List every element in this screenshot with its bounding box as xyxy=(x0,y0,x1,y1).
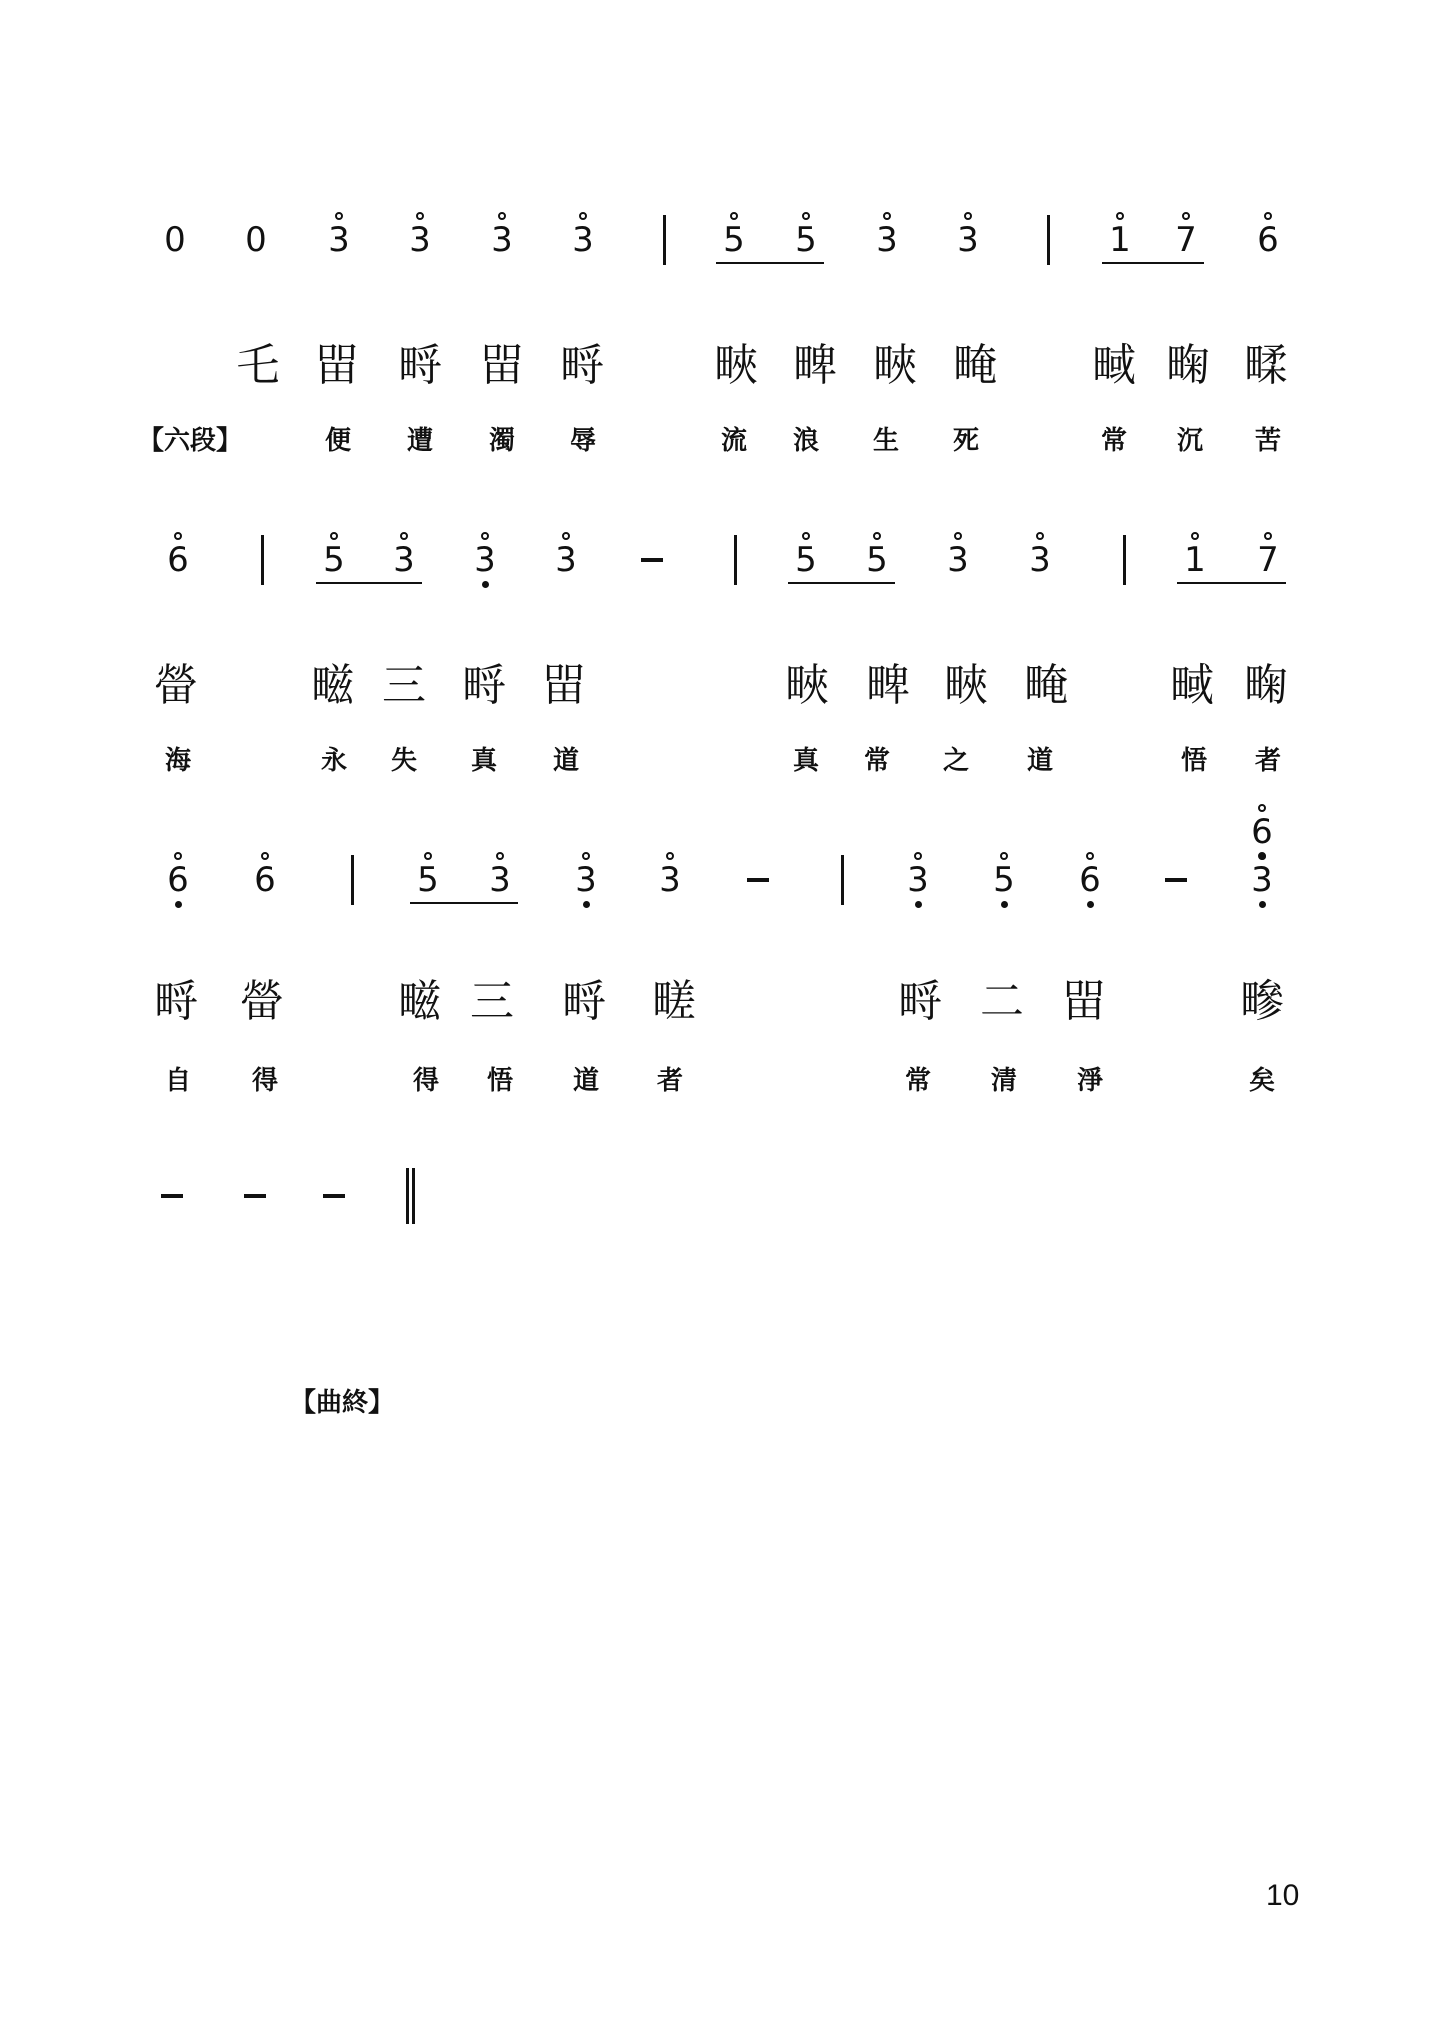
lyric-char: 常 xyxy=(904,1066,931,1096)
lyric-char: 道 xyxy=(572,1066,599,1096)
guqin-tablature-char: 㽞 xyxy=(542,660,586,711)
high-octave-dot xyxy=(964,212,972,220)
high-octave-dot xyxy=(1191,532,1199,540)
guqin-tablature-char: 㽠 xyxy=(944,660,988,711)
sustain-dash xyxy=(747,878,769,882)
bar-line xyxy=(351,855,354,905)
high-octave-dot xyxy=(562,532,570,540)
lyric-char: 流 xyxy=(720,426,747,456)
jianpu-note: 3 xyxy=(948,220,988,260)
sustain-dash xyxy=(641,558,663,562)
high-octave-dot xyxy=(416,212,424,220)
guqin-tablature-char: 三 xyxy=(470,976,514,1027)
lyric-char: 淨 xyxy=(1076,1066,1103,1096)
lyric-char: 自 xyxy=(164,1066,191,1096)
low-octave-dot xyxy=(1087,901,1094,908)
guqin-tablature-char: 㽠 xyxy=(714,340,758,391)
jianpu-note: 7 xyxy=(1166,220,1206,260)
guqin-tablature-char: 㽠 xyxy=(873,340,917,391)
high-octave-dot xyxy=(1000,852,1008,860)
beat-underline xyxy=(1102,262,1204,264)
jianpu-note: 3 xyxy=(566,860,606,900)
high-octave-dot xyxy=(1264,212,1272,220)
low-octave-dot xyxy=(1259,901,1266,908)
high-octave-dot xyxy=(802,532,810,540)
bar-line xyxy=(663,215,666,265)
jianpu-note: 5 xyxy=(786,540,826,580)
guqin-tablature-char: 二 xyxy=(980,976,1024,1027)
high-octave-dot xyxy=(579,212,587,220)
lyric-char: 失 xyxy=(390,746,417,776)
guqin-tablature-char: 㽧 xyxy=(398,976,442,1027)
bar-line xyxy=(1047,215,1050,265)
guqin-tablature-char: 㽧 xyxy=(311,660,355,711)
guqin-tablature-char: 㽨 xyxy=(652,976,696,1027)
guqin-tablature-char: 㽟 xyxy=(562,976,606,1027)
lyric-char: 道 xyxy=(1026,746,1053,776)
lyric-char: 之 xyxy=(942,746,969,776)
lyric-char: 遭 xyxy=(406,426,433,456)
guqin-tablature-char: 㽞 xyxy=(315,340,359,391)
guqin-tablature-char: 㽢 xyxy=(953,340,997,391)
guqin-tablature-char: 㽡 xyxy=(793,340,837,391)
lyric-char: 沉 xyxy=(1176,426,1203,456)
high-octave-dot xyxy=(174,532,182,540)
guqin-tablature-char: 㽞 xyxy=(1062,976,1106,1027)
high-octave-dot xyxy=(730,212,738,220)
sustain-dash xyxy=(323,1194,345,1198)
lyric-char: 者 xyxy=(1254,746,1281,776)
lyric-char: 海 xyxy=(164,746,191,776)
section-label: 【六段】 xyxy=(138,426,243,456)
lyric-char: 道 xyxy=(552,746,579,776)
guqin-tablature-char: 㽦 xyxy=(240,976,284,1027)
lyric-char: 死 xyxy=(952,426,979,456)
jianpu-note: 3 xyxy=(480,860,520,900)
jianpu-note: 5 xyxy=(408,860,448,900)
sustain-dash xyxy=(161,1194,183,1198)
high-octave-dot xyxy=(1036,532,1044,540)
high-octave-dot xyxy=(802,212,810,220)
guqin-tablature-char: 㽥 xyxy=(1244,340,1288,391)
guqin-tablature-char: 㽩 xyxy=(1240,976,1284,1027)
jianpu-note: 3 xyxy=(898,860,938,900)
guqin-tablature-char: 㽢 xyxy=(1024,660,1068,711)
jianpu-note: 5 xyxy=(786,220,826,260)
guqin-tablature-char: 㽤 xyxy=(1244,660,1288,711)
bar-line xyxy=(261,535,264,585)
beat-underline xyxy=(788,582,895,584)
high-octave-dot xyxy=(1258,804,1266,812)
guqin-tablature-char: 㽤 xyxy=(1166,340,1210,391)
jianpu-note: 3 xyxy=(867,220,907,260)
jianpu-note: 6 xyxy=(1248,220,1288,260)
jianpu-note: 5 xyxy=(857,540,897,580)
lyric-char: 真 xyxy=(792,746,819,776)
lyric-char: 永 xyxy=(320,746,347,776)
guqin-tablature-char: 㽞 xyxy=(480,340,524,391)
high-octave-dot xyxy=(424,852,432,860)
lyric-char: 苦 xyxy=(1254,426,1281,456)
guqin-tablature-char: 㽟 xyxy=(462,660,506,711)
high-octave-dot xyxy=(873,532,881,540)
jianpu-note: 3 xyxy=(1020,540,1060,580)
bar-line xyxy=(1123,535,1126,585)
jianpu-note: 5 xyxy=(984,860,1024,900)
jianpu-note: 7 xyxy=(1248,540,1288,580)
beat-underline xyxy=(1177,582,1286,584)
bar-line xyxy=(734,535,737,585)
lyric-char: 常 xyxy=(863,746,890,776)
jianpu-note: 1 xyxy=(1175,540,1215,580)
guqin-tablature-char: 乇 xyxy=(236,340,280,391)
lyric-char: 真 xyxy=(470,746,497,776)
high-octave-dot xyxy=(335,212,343,220)
jianpu-note: 3 xyxy=(384,540,424,580)
lyric-char: 得 xyxy=(412,1066,439,1096)
low-octave-dot xyxy=(915,901,922,908)
high-octave-dot xyxy=(481,532,489,540)
jianpu-note: 6 xyxy=(1070,860,1110,900)
final-bar-line xyxy=(412,1168,415,1224)
low-octave-dot xyxy=(175,901,182,908)
high-octave-dot xyxy=(1116,212,1124,220)
chord-note-lower: 3 xyxy=(1242,860,1282,900)
guqin-tablature-char: 㽦 xyxy=(154,660,198,711)
jianpu-note: 3 xyxy=(650,860,690,900)
lyric-char: 濁 xyxy=(488,426,515,456)
lyric-char: 清 xyxy=(990,1066,1017,1096)
jianpu-note: 5 xyxy=(314,540,354,580)
high-octave-dot xyxy=(1264,532,1272,540)
jianpu-note: 3 xyxy=(400,220,440,260)
high-octave-dot xyxy=(330,532,338,540)
beat-underline xyxy=(316,582,422,584)
low-octave-dot xyxy=(583,901,590,908)
high-octave-dot xyxy=(883,212,891,220)
final-bar-line xyxy=(406,1168,409,1224)
beat-underline xyxy=(716,262,824,264)
lyric-char: 常 xyxy=(1100,426,1127,456)
guqin-tablature-char: 三 xyxy=(382,660,426,711)
low-octave-dot xyxy=(482,581,489,588)
jianpu-note: 6 xyxy=(245,860,285,900)
high-octave-dot xyxy=(400,532,408,540)
lyric-char: 得 xyxy=(251,1066,278,1096)
sustain-dash xyxy=(1165,878,1187,882)
guqin-tablature-char: 㽟 xyxy=(398,340,442,391)
lyric-char: 悟 xyxy=(486,1066,513,1096)
chord-note-upper: 6 xyxy=(1242,812,1282,852)
lyric-char: 浪 xyxy=(792,426,819,456)
jianpu-note: 0 xyxy=(164,220,186,260)
jianpu-note: 3 xyxy=(563,220,603,260)
high-octave-dot xyxy=(1258,852,1266,860)
lyric-char: 者 xyxy=(656,1066,683,1096)
high-octave-dot xyxy=(1086,852,1094,860)
lyric-char: 生 xyxy=(872,426,899,456)
guqin-tablature-char: 㽣 xyxy=(1170,660,1214,711)
guqin-tablature-char: 㽠 xyxy=(785,660,829,711)
lyric-char: 悟 xyxy=(1180,746,1207,776)
jianpu-note: 1 xyxy=(1100,220,1140,260)
guqin-tablature-char: 㽟 xyxy=(898,976,942,1027)
guqin-tablature-char: 㽣 xyxy=(1092,340,1136,391)
beat-underline xyxy=(410,902,518,904)
high-octave-dot xyxy=(582,852,590,860)
end-label: 【曲終】 xyxy=(290,1388,395,1418)
jianpu-note: 3 xyxy=(465,540,505,580)
high-octave-dot xyxy=(666,852,674,860)
jianpu-note: 5 xyxy=(714,220,754,260)
sustain-dash xyxy=(244,1194,266,1198)
jianpu-note: 0 xyxy=(245,220,267,260)
jianpu-note: 3 xyxy=(546,540,586,580)
high-octave-dot xyxy=(174,852,182,860)
lyric-char: 矣 xyxy=(1248,1066,1275,1096)
high-octave-dot xyxy=(261,852,269,860)
high-octave-dot xyxy=(496,852,504,860)
guqin-tablature-char: 㽟 xyxy=(560,340,604,391)
bar-line xyxy=(841,855,844,905)
guqin-tablature-char: 㽡 xyxy=(866,660,910,711)
low-octave-dot xyxy=(1001,901,1008,908)
high-octave-dot xyxy=(1182,212,1190,220)
high-octave-dot xyxy=(954,532,962,540)
jianpu-note: 6 xyxy=(158,860,198,900)
jianpu-note: 3 xyxy=(938,540,978,580)
page-number: 10 xyxy=(1266,1879,1300,1912)
high-octave-dot xyxy=(914,852,922,860)
lyric-char: 辱 xyxy=(569,426,596,456)
jianpu-note: 3 xyxy=(482,220,522,260)
high-octave-dot xyxy=(498,212,506,220)
jianpu-note: 6 xyxy=(158,540,198,580)
jianpu-note: 3 xyxy=(319,220,359,260)
guqin-tablature-char: 㽟 xyxy=(154,976,198,1027)
lyric-char: 便 xyxy=(324,426,351,456)
